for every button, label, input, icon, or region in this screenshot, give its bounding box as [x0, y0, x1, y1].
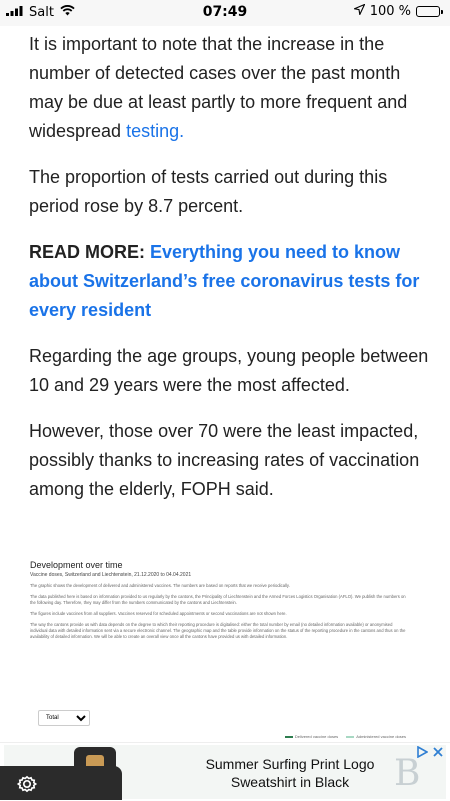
paragraph-proportion: The proportion of tests carried out during this period rose by 8.7 percent.: [29, 167, 388, 216]
ad-controls: [416, 745, 444, 761]
location-arrow-icon: [354, 4, 365, 19]
embed-paragraph: The way the cantons provide us with data depends on the degree to which their reporting procedure is digitalised: either the total number by email (no detailed information available) or anonymised individual data with detailed information sent via a secure electronic channel. The geographic map and the table provide information on the status of the reporting procedure in the cantons and thus on the availability of detailed information. We will be able to create an overall view once all the cantons have provided us with detailed information.: [30, 622, 406, 639]
paragraph-testing: It is important to note that the increase in the number of detected cases over the past month may be due at least partly to more frequent and widespread testing.: [29, 34, 408, 141]
embed-subtitle: Vaccine doses, Switzerland and Liechtenstein, 21.12.2020 to 04.04.2021: [30, 572, 192, 578]
vaccine-embed: [30, 560, 410, 740]
read-more-label: READ MORE:: [29, 242, 150, 262]
carrier-name: Salt: [29, 5, 54, 20]
gear-icon: [16, 773, 38, 795]
embed-paragraph: The data published here is based on information provided to us regularly by the cantons, the Principality of Liechtenstein and the Armed Forces Logistics Organisation (AFLO). We publish the numbers on the following day. Therefore, they may differ from the numbers communicated by the cantons and Liechtenstein.: [30, 594, 406, 605]
read-more-link[interactable]: Everything you need to know about Switzerland’s free coronavirus tests for every resident: [29, 242, 420, 320]
brand-logo: B: [394, 753, 421, 794]
paragraph-age-groups: Regarding the age groups, young people between 10 and 29 years were the most affected.: [29, 346, 429, 395]
legend-swatch-delivered: [285, 736, 293, 738]
status-bar: [0, 0, 450, 26]
clock: 07:49: [202, 4, 248, 20]
paragraph-over-70: However, those over 70 were the least impacted, possibly thanks to increasing rates of vaccination among the elderly, FOPH said.: [29, 421, 420, 499]
legend-item: Administered vaccine doses: [346, 734, 406, 739]
legend-item: Delivered vaccine doses: [285, 734, 338, 739]
legend-swatch-administered: [346, 736, 354, 738]
testing-link[interactable]: testing.: [126, 121, 185, 141]
read-more: [29, 238, 429, 325]
chart-legend: [285, 734, 406, 739]
article-body: [29, 30, 429, 521]
battery-percent: 100 %: [369, 4, 411, 19]
ad-text[interactable]: Summer Surfing Print Logo Sweatshirt in Black: [205, 756, 375, 790]
embed-paragraph: The graphic shows the development of delivered and administered vaccines. The numbers are based on reports that we receive periodically.: [30, 583, 290, 588]
battery-icon: [416, 6, 440, 17]
series-select[interactable]: [38, 710, 90, 726]
adchoices-icon[interactable]: [416, 745, 428, 761]
embed-paragraph: The figures include vaccines from all suppliers. Vaccines reserved for scheduled appointments or second vaccinations are not shown here.: [30, 611, 287, 616]
settings-button[interactable]: [0, 766, 122, 800]
embed-title: Development over time: [30, 560, 123, 570]
status-right: [354, 4, 440, 19]
close-icon[interactable]: [432, 745, 444, 761]
